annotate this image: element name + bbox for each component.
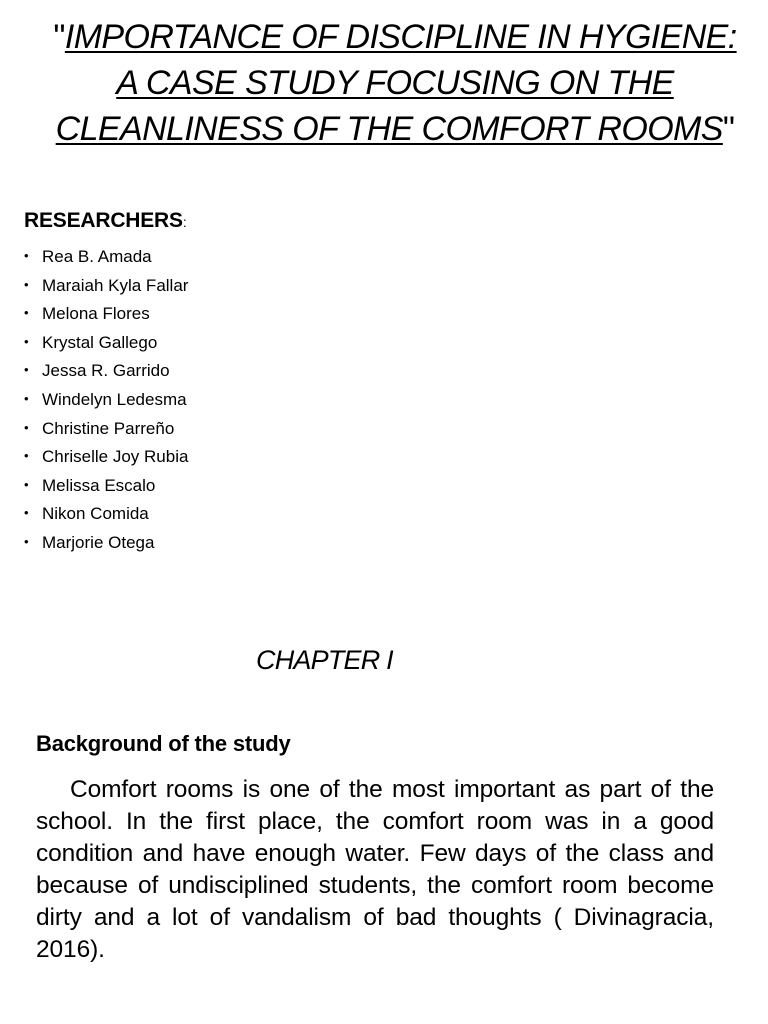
researchers-heading-colon: :	[182, 214, 187, 230]
researcher-name: Krystal Gallego	[42, 332, 158, 352]
researcher-item	[24, 243, 188, 272]
bullet-icon: •	[24, 248, 29, 263]
section-heading: Background of the study	[36, 731, 291, 756]
researcher-item	[24, 443, 188, 472]
researcher-name: Marjorie Otega	[42, 532, 155, 552]
researcher-name: Maraiah Kyla Fallar	[42, 275, 189, 295]
researcher-item	[24, 472, 188, 501]
title-text: IMPORTANCE OF DISCIPLINE IN HYGIENE: A CASE STUDY FOCUSING ON THE CLEANLINESS OF THE COMFORT ROOMS	[55, 18, 737, 148]
bullet-icon: •	[24, 505, 29, 521]
title-open-quote: "	[53, 18, 65, 56]
bullet-icon: •	[24, 419, 29, 435]
bullet-icon: •	[24, 390, 29, 406]
researcher-name: Rea B. Amada	[42, 247, 152, 266]
researcher-item	[24, 300, 188, 329]
document-title	[40, 14, 750, 152]
researcher-item	[24, 386, 188, 415]
bullet-icon: •	[24, 533, 29, 549]
researcher-item	[24, 415, 188, 444]
researcher-name: Chriselle Joy Rubia	[42, 447, 189, 467]
researcher-item	[24, 329, 188, 358]
bullet-icon: •	[24, 448, 29, 464]
researchers-heading	[24, 209, 187, 233]
title-close-quote: "	[722, 110, 735, 148]
bullet-icon: •	[24, 305, 29, 321]
bullet-icon: •	[24, 362, 29, 378]
researcher-name: Melona Flores	[42, 304, 150, 324]
bullet-icon: •	[24, 276, 29, 292]
researcher-name: Christine Parreño	[42, 418, 175, 438]
researcher-item	[24, 529, 188, 558]
bullet-icon: •	[24, 476, 29, 492]
researchers-list	[24, 243, 188, 558]
researcher-name: Jessa R. Garrido	[42, 361, 170, 381]
researchers-heading-label: RESEARCHERS	[24, 209, 183, 232]
chapter-heading: CHAPTER I	[256, 645, 393, 675]
researcher-name: Windelyn Ledesma	[42, 389, 187, 409]
researcher-item	[24, 357, 188, 386]
bullet-icon: •	[24, 333, 29, 349]
researcher-name: Nikon Comida	[42, 504, 149, 524]
body-paragraph: Comfort rooms is one of the most important as part of the school. In the first place, the comfort room was in a good condition and have enough water. Few days of the class and because of undisciplined students, the comfort room become dirty and a lot of vandalism of bad thoughts ( Divinagracia, 2016).	[36, 776, 714, 963]
researcher-item	[24, 500, 188, 529]
researcher-name: Melissa Escalo	[42, 475, 156, 495]
researcher-item	[24, 272, 188, 301]
